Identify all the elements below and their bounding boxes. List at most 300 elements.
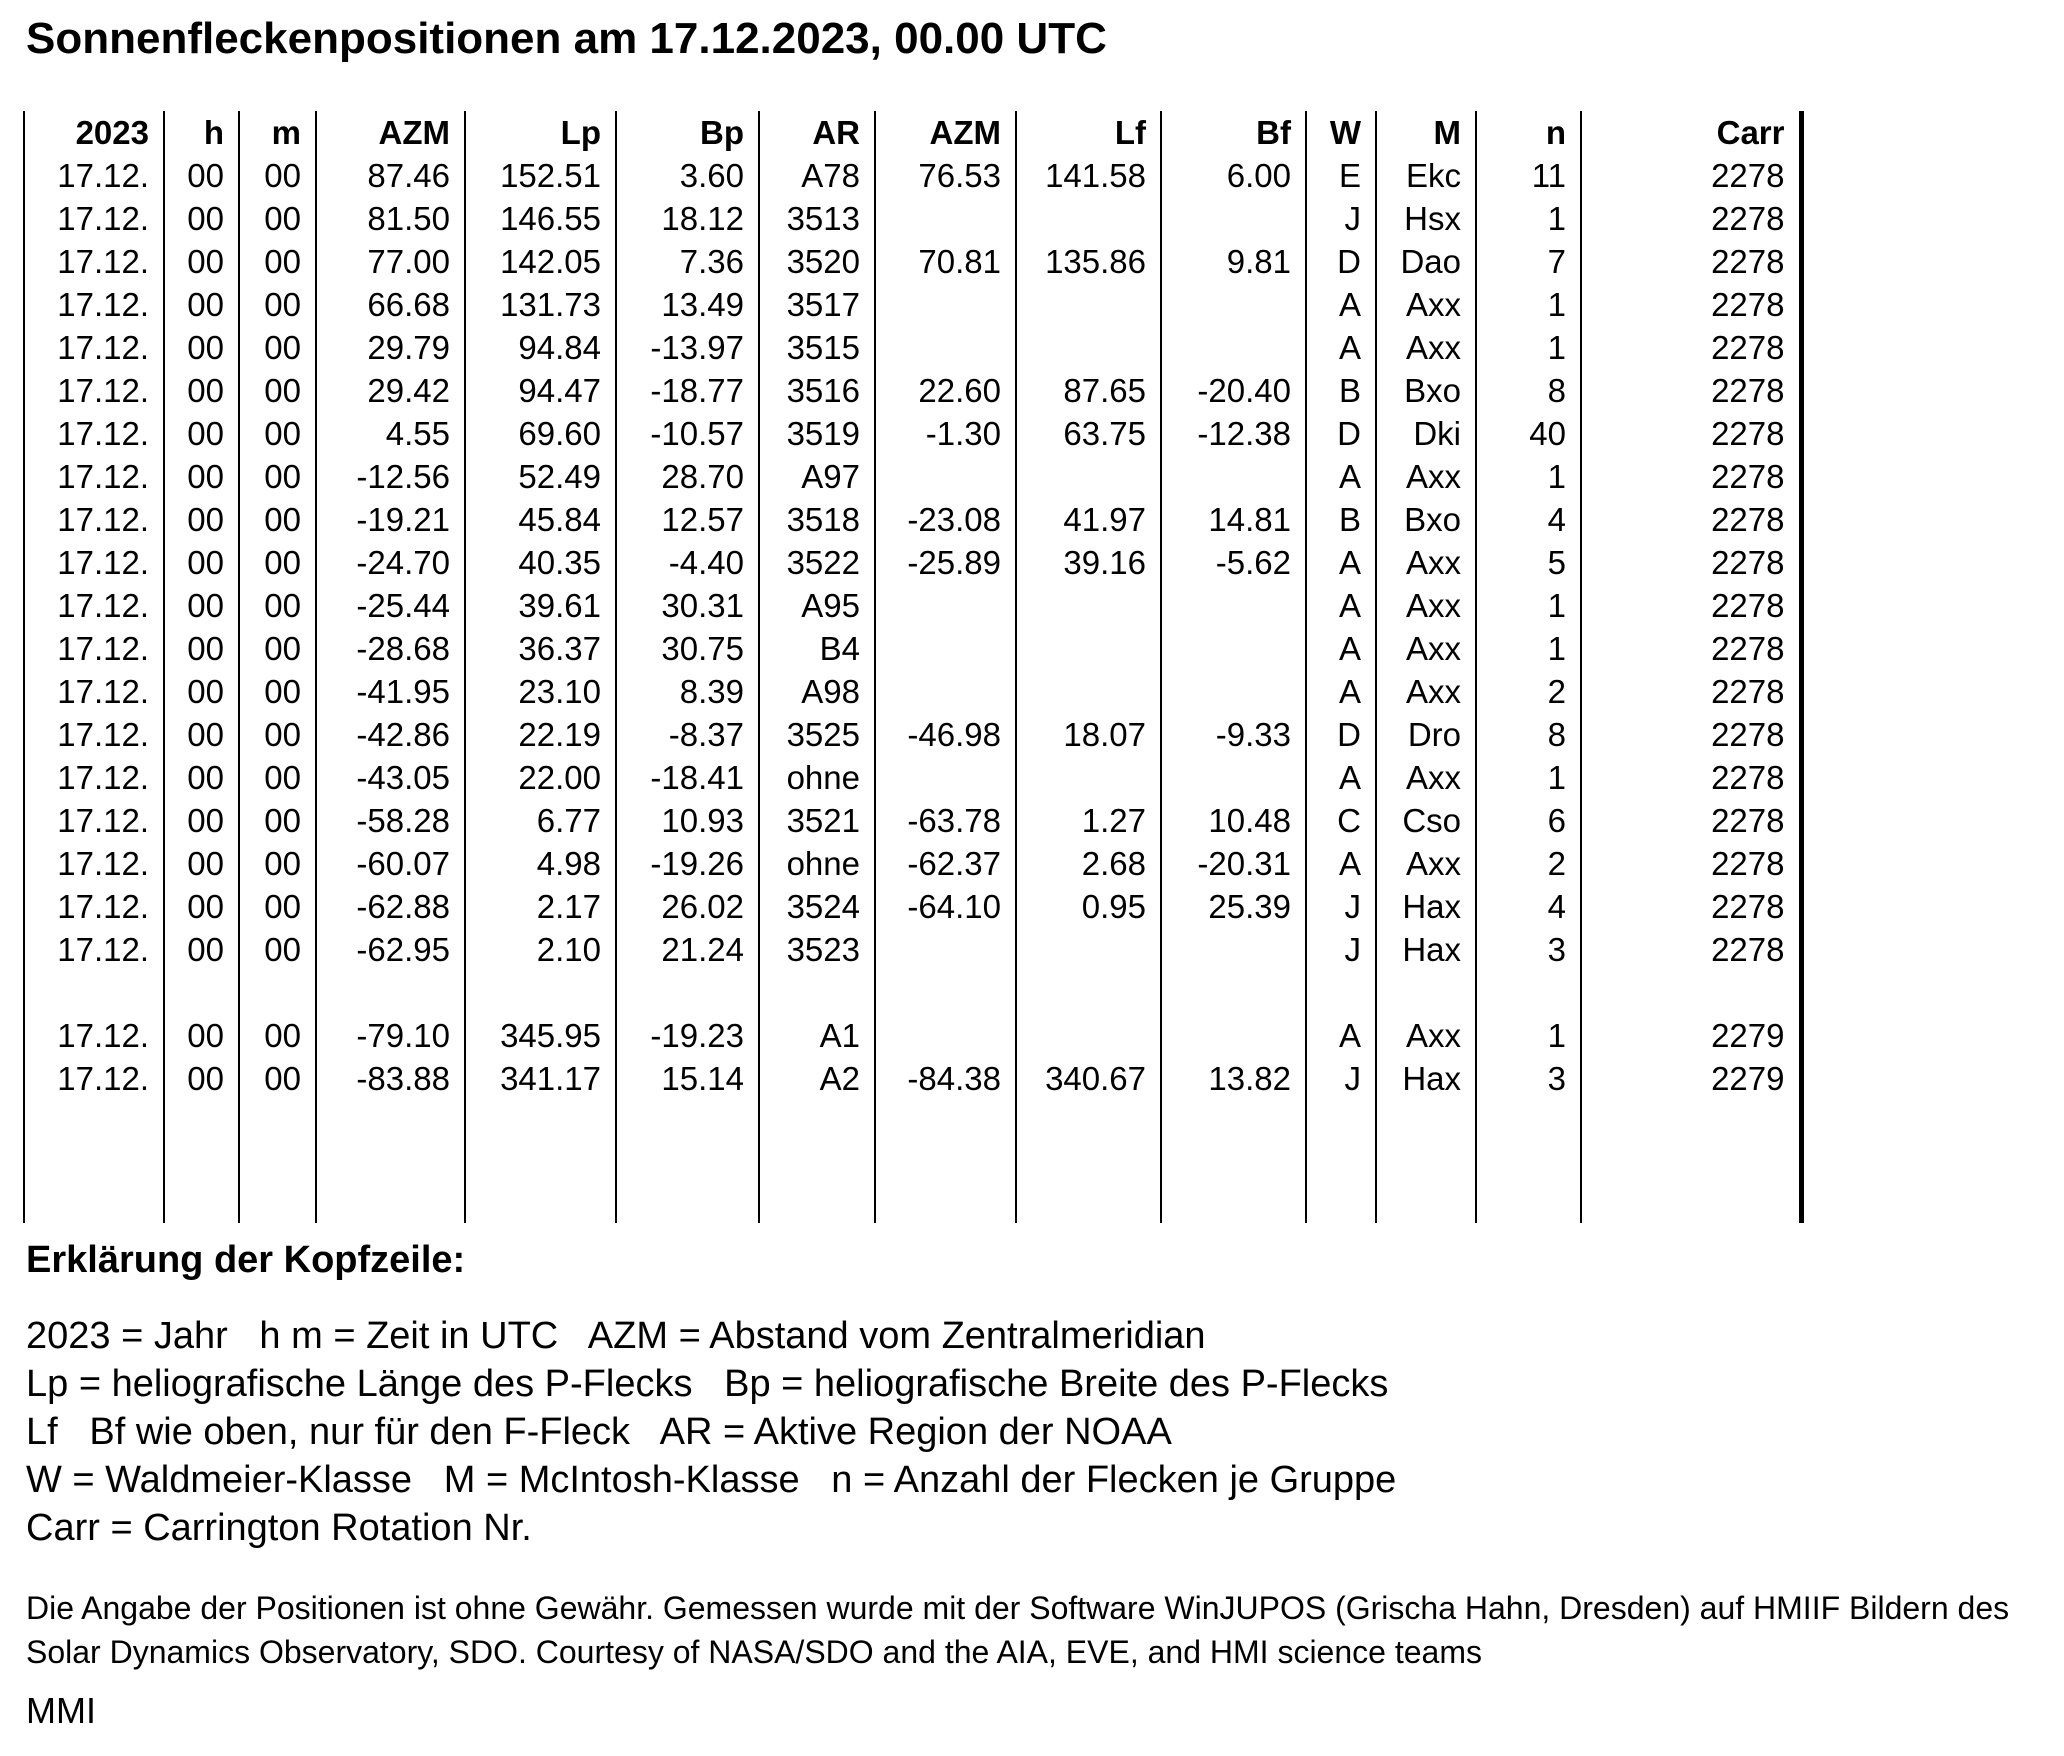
table-cell [875, 628, 1016, 671]
table-cell: 2278 [1581, 800, 1801, 843]
table-cell: D [1306, 714, 1376, 757]
table-cell: 1 [1476, 1015, 1581, 1058]
table-cell [875, 972, 1016, 1015]
table-cell: 3515 [759, 327, 875, 370]
table-cell [875, 757, 1016, 800]
table-cell: 87.46 [316, 155, 465, 198]
table-cell [1581, 1101, 1801, 1223]
table-cell: 8 [1476, 370, 1581, 413]
table-cell: 17.12. [24, 499, 164, 542]
table-cell: 17.12. [24, 585, 164, 628]
table-cell: -19.21 [316, 499, 465, 542]
table-cell: -20.40 [1161, 370, 1306, 413]
legend-line: Lf Bf wie oben, nur für den F-Fleck AR = Aktive Region der NOAA [26, 1410, 1172, 1453]
table-cell: 345.95 [465, 1015, 616, 1058]
table-cell: 00 [164, 800, 239, 843]
table-cell [875, 671, 1016, 714]
table-cell: 23.10 [465, 671, 616, 714]
table-cell [1476, 1101, 1581, 1223]
table-cell: -79.10 [316, 1015, 465, 1058]
table-cell [1016, 1101, 1161, 1223]
table-row [24, 929, 1801, 972]
table-row [24, 714, 1801, 757]
column-header: Bf [1161, 111, 1306, 155]
table-cell: 00 [164, 327, 239, 370]
table-row [24, 542, 1801, 585]
table-cell: 00 [239, 585, 316, 628]
table-cell: 29.79 [316, 327, 465, 370]
table-cell: 26.02 [616, 886, 759, 929]
table-cell: 2278 [1581, 671, 1801, 714]
column-header: Lf [1016, 111, 1161, 155]
table-cell: 00 [239, 843, 316, 886]
table-cell: 2278 [1581, 499, 1801, 542]
table-cell: 2.10 [465, 929, 616, 972]
table-cell [875, 284, 1016, 327]
table-cell: -5.62 [1161, 542, 1306, 585]
table-cell: 00 [239, 542, 316, 585]
table-cell: A [1306, 585, 1376, 628]
table-cell [616, 972, 759, 1015]
table-cell: 00 [164, 413, 239, 456]
table-cell: 8 [1476, 714, 1581, 757]
table-cell: 00 [239, 499, 316, 542]
table-cell: -23.08 [875, 499, 1016, 542]
table-cell [875, 1101, 1016, 1223]
table-cell: A [1306, 757, 1376, 800]
table-cell: 3522 [759, 542, 875, 585]
table-cell: 3523 [759, 929, 875, 972]
table-cell: 2278 [1581, 284, 1801, 327]
table-cell: 17.12. [24, 542, 164, 585]
table-cell [1016, 972, 1161, 1015]
table-cell: 0.95 [1016, 886, 1161, 929]
table-cell [1016, 671, 1161, 714]
table-cell: ohne [759, 757, 875, 800]
table-cell: -12.38 [1161, 413, 1306, 456]
table-cell: 00 [239, 757, 316, 800]
table-cell: 1 [1476, 327, 1581, 370]
table-cell [759, 1101, 875, 1223]
table-cell: 17.12. [24, 757, 164, 800]
table-cell: Hax [1376, 886, 1476, 929]
table-cell: 41.97 [1016, 499, 1161, 542]
table-cell: 11 [1476, 155, 1581, 198]
column-header: h [164, 111, 239, 155]
table-cell: 00 [164, 198, 239, 241]
table-cell: 152.51 [465, 155, 616, 198]
table-row [24, 671, 1801, 714]
table-cell: 2278 [1581, 413, 1801, 456]
table-cell: -64.10 [875, 886, 1016, 929]
table-cell: -1.30 [875, 413, 1016, 456]
table-cell: Bxo [1376, 370, 1476, 413]
table-cell: -9.33 [1161, 714, 1306, 757]
table-cell [1016, 585, 1161, 628]
table-cell: 3 [1476, 1058, 1581, 1101]
table-cell: B [1306, 499, 1376, 542]
table-cell: 2278 [1581, 327, 1801, 370]
table-cell [1476, 972, 1581, 1015]
table-row [24, 499, 1801, 542]
table-cell: 17.12. [24, 155, 164, 198]
table-cell: 69.60 [465, 413, 616, 456]
table-cell: B4 [759, 628, 875, 671]
table-cell: 2278 [1581, 370, 1801, 413]
table-cell: -12.56 [316, 456, 465, 499]
table-cell: 00 [239, 413, 316, 456]
table-cell: -28.68 [316, 628, 465, 671]
column-header: m [239, 111, 316, 155]
table-cell: D [1306, 413, 1376, 456]
table-cell [1161, 1015, 1306, 1058]
table-cell: 17.12. [24, 714, 164, 757]
table-cell: 00 [164, 585, 239, 628]
table-cell [1581, 972, 1801, 1015]
table-cell: -62.95 [316, 929, 465, 972]
table-cell: 17.12. [24, 1015, 164, 1058]
table-cell: 2278 [1581, 757, 1801, 800]
table-row [24, 628, 1801, 671]
table-cell: 30.31 [616, 585, 759, 628]
table-cell: 4.55 [316, 413, 465, 456]
table-cell: 00 [239, 327, 316, 370]
column-header: Bp [616, 111, 759, 155]
table-cell [1016, 929, 1161, 972]
column-header: Lp [465, 111, 616, 155]
table-cell: 00 [239, 241, 316, 284]
table-cell: 340.67 [1016, 1058, 1161, 1101]
table-cell: 00 [239, 671, 316, 714]
legend-lines [26, 1312, 2064, 1552]
table-cell: 2278 [1581, 456, 1801, 499]
table-cell: 17.12. [24, 843, 164, 886]
table-cell: Axx [1376, 1015, 1476, 1058]
table-cell: 7 [1476, 241, 1581, 284]
column-header: M [1376, 111, 1476, 155]
table-cell: 00 [239, 628, 316, 671]
table-cell: 17.12. [24, 929, 164, 972]
table-cell: 00 [164, 370, 239, 413]
table-cell [759, 972, 875, 1015]
table-cell [1161, 198, 1306, 241]
table-cell: Axx [1376, 456, 1476, 499]
table-cell: A98 [759, 671, 875, 714]
signature-mmi: MMI [26, 1689, 96, 1731]
table-cell [316, 1101, 465, 1223]
table-cell [1016, 1015, 1161, 1058]
table-cell: -13.97 [616, 327, 759, 370]
table-cell: 17.12. [24, 1058, 164, 1101]
table-cell: Cso [1376, 800, 1476, 843]
table-cell: -25.44 [316, 585, 465, 628]
table-cell: 2278 [1581, 155, 1801, 198]
table-cell: 1 [1476, 628, 1581, 671]
table-cell: 135.86 [1016, 241, 1161, 284]
table-cell: 3 [1476, 929, 1581, 972]
table-cell: 17.12. [24, 628, 164, 671]
table-cell: J [1306, 198, 1376, 241]
table-cell: Axx [1376, 843, 1476, 886]
table-cell: 76.53 [875, 155, 1016, 198]
table-cell: 00 [239, 1015, 316, 1058]
table-cell: 00 [164, 284, 239, 327]
table-row [24, 284, 1801, 327]
table-cell: -43.05 [316, 757, 465, 800]
table-cell: A [1306, 327, 1376, 370]
table-cell: 28.70 [616, 456, 759, 499]
table-cell: 2279 [1581, 1058, 1801, 1101]
disclaimer-text: Die Angabe der Positionen ist ohne Gewähr. Gemessen wurde mit der Software WinJUPOS (Grischa Hahn, Dresden) auf HMIIF Bildern des Solar Dynamics Observatory, SDO. Courtesy of NASA/SDO and the AIA, EVE, and HMI science teams [26, 1589, 2010, 1670]
table-cell [1161, 757, 1306, 800]
table-cell: -18.41 [616, 757, 759, 800]
table-cell: 2279 [1581, 1015, 1801, 1058]
table-cell: 00 [239, 370, 316, 413]
table-cell: 17.12. [24, 370, 164, 413]
table-cell: 6.00 [1161, 155, 1306, 198]
table-cell [1161, 972, 1306, 1015]
table-cell: 14.81 [1161, 499, 1306, 542]
table-cell [1161, 671, 1306, 714]
table-cell: 22.19 [465, 714, 616, 757]
table-cell: 66.68 [316, 284, 465, 327]
legend-line: W = Waldmeier-Klasse M = McIntosh-Klasse n = Anzahl der Flecken je Gruppe [26, 1458, 1397, 1501]
table-cell: -41.95 [316, 671, 465, 714]
table-cell: 7.36 [616, 241, 759, 284]
table-cell: -8.37 [616, 714, 759, 757]
table-cell: -46.98 [875, 714, 1016, 757]
table-cell [1161, 284, 1306, 327]
table-cell: -62.88 [316, 886, 465, 929]
table-cell: 00 [164, 155, 239, 198]
table-cell: 00 [164, 628, 239, 671]
table-cell: 146.55 [465, 198, 616, 241]
table-cell: 13.82 [1161, 1058, 1306, 1101]
table-cell: -63.78 [875, 800, 1016, 843]
table-cell: 2 [1476, 843, 1581, 886]
table-cell [465, 972, 616, 1015]
table-cell: 2278 [1581, 714, 1801, 757]
table-cell: 15.14 [616, 1058, 759, 1101]
table-row [24, 198, 1801, 241]
table-cell [1306, 972, 1376, 1015]
table-cell [875, 198, 1016, 241]
table-cell: ohne [759, 843, 875, 886]
table-cell: 4.98 [465, 843, 616, 886]
table-row [24, 413, 1801, 456]
table-cell: E [1306, 155, 1376, 198]
table-cell: A [1306, 542, 1376, 585]
column-header: W [1306, 111, 1376, 155]
table-cell: 00 [164, 843, 239, 886]
table-cell: 00 [164, 241, 239, 284]
table-cell: Dki [1376, 413, 1476, 456]
table-cell: 18.07 [1016, 714, 1161, 757]
table-cell [1016, 284, 1161, 327]
table-cell: Axx [1376, 542, 1476, 585]
table-cell: 94.47 [465, 370, 616, 413]
table-cell: 12.57 [616, 499, 759, 542]
table-cell [875, 929, 1016, 972]
table-cell: Hsx [1376, 198, 1476, 241]
legend-line: Lp = heliografische Länge des P-Flecks Bp = heliografische Breite des P-Flecks [26, 1362, 1389, 1405]
legend-line: Carr = Carrington Rotation Nr. [26, 1506, 532, 1549]
table-cell: 3521 [759, 800, 875, 843]
table-cell: -58.28 [316, 800, 465, 843]
table-row [24, 843, 1801, 886]
table-cell: 3518 [759, 499, 875, 542]
table-cell: 52.49 [465, 456, 616, 499]
table-cell: 36.37 [465, 628, 616, 671]
table-cell: 00 [239, 198, 316, 241]
table-cell [1376, 1101, 1476, 1223]
table-cell: 142.05 [465, 241, 616, 284]
table-cell: 63.75 [1016, 413, 1161, 456]
table-cell [465, 1101, 616, 1223]
table-cell: 00 [239, 929, 316, 972]
legend-heading: Erklärung der Kopfzeile: [26, 1238, 466, 1281]
table-cell: -24.70 [316, 542, 465, 585]
table-cell: 3524 [759, 886, 875, 929]
table-cell [1306, 1101, 1376, 1223]
table-cell: 17.12. [24, 413, 164, 456]
table-cell: 70.81 [875, 241, 1016, 284]
table-cell: Bxo [1376, 499, 1476, 542]
table-row [24, 1015, 1801, 1058]
table-cell: 10.93 [616, 800, 759, 843]
table-cell: -10.57 [616, 413, 759, 456]
table-cell: -62.37 [875, 843, 1016, 886]
table-cell: A2 [759, 1058, 875, 1101]
table-cell [1016, 456, 1161, 499]
table-cell: J [1306, 929, 1376, 972]
table-header-row [24, 111, 1801, 155]
table-cell: 17.12. [24, 886, 164, 929]
table-cell: 13.49 [616, 284, 759, 327]
table-cell [164, 1101, 239, 1223]
table-cell: 5 [1476, 542, 1581, 585]
table-cell: 17.12. [24, 800, 164, 843]
table-cell: 39.61 [465, 585, 616, 628]
table-row [24, 585, 1801, 628]
table-cell [239, 972, 316, 1015]
table-cell: 17.12. [24, 671, 164, 714]
table-row [24, 327, 1801, 370]
sunspot-position-table [23, 111, 1804, 1223]
table-cell: -83.88 [316, 1058, 465, 1101]
table-cell: 1 [1476, 585, 1581, 628]
table-cell: 1 [1476, 284, 1581, 327]
table-cell: J [1306, 886, 1376, 929]
table-cell: A [1306, 628, 1376, 671]
spacer-row [24, 972, 1801, 1015]
column-header: AR [759, 111, 875, 155]
table-cell: 29.42 [316, 370, 465, 413]
table-cell: 00 [164, 499, 239, 542]
table-cell: 8.39 [616, 671, 759, 714]
table-cell: 2278 [1581, 585, 1801, 628]
table-cell: -42.86 [316, 714, 465, 757]
table-cell [1161, 456, 1306, 499]
table-cell: 45.84 [465, 499, 616, 542]
table-cell: 25.39 [1161, 886, 1306, 929]
table-cell: D [1306, 241, 1376, 284]
table-cell: 17.12. [24, 284, 164, 327]
table-row [24, 1058, 1801, 1101]
table-cell: 00 [239, 1058, 316, 1101]
table-cell: 00 [164, 671, 239, 714]
table-cell [1016, 757, 1161, 800]
table-cell: 2278 [1581, 241, 1801, 284]
table-cell: 00 [164, 886, 239, 929]
table-cell: 3520 [759, 241, 875, 284]
table-cell [24, 1101, 164, 1223]
table-cell: Axx [1376, 284, 1476, 327]
table-cell [875, 327, 1016, 370]
table-cell: 17.12. [24, 241, 164, 284]
column-header: AZM [875, 111, 1016, 155]
legend-line: 2023 = Jahr h m = Zeit in UTC AZM = Abstand vom Zentralmeridian [26, 1314, 1206, 1357]
table-cell: A [1306, 671, 1376, 714]
table-cell: 2.68 [1016, 843, 1161, 886]
table-row [24, 456, 1801, 499]
table-row [24, 155, 1801, 198]
table-cell: 22.60 [875, 370, 1016, 413]
table-header-row [24, 111, 1801, 155]
table-cell [1161, 628, 1306, 671]
table-cell [164, 972, 239, 1015]
table-cell: 4 [1476, 499, 1581, 542]
table-cell: A [1306, 843, 1376, 886]
table-cell: 3.60 [616, 155, 759, 198]
table-cell: A [1306, 1015, 1376, 1058]
table-cell [875, 1015, 1016, 1058]
table-cell: 2.17 [465, 886, 616, 929]
table-row [24, 800, 1801, 843]
table-cell: 1 [1476, 456, 1581, 499]
table-cell: 39.16 [1016, 542, 1161, 585]
table-cell [1016, 628, 1161, 671]
table-cell: 30.75 [616, 628, 759, 671]
table-cell: 3513 [759, 198, 875, 241]
table-cell [1016, 327, 1161, 370]
table-cell: 4 [1476, 886, 1581, 929]
table-cell: 00 [164, 1058, 239, 1101]
table-cell: 22.00 [465, 757, 616, 800]
table-cell: 77.00 [316, 241, 465, 284]
table-cell: 3517 [759, 284, 875, 327]
table-cell: Axx [1376, 327, 1476, 370]
table-cell: Axx [1376, 757, 1476, 800]
table-cell: 94.84 [465, 327, 616, 370]
table-cell: Axx [1376, 628, 1476, 671]
table-cell: 00 [239, 886, 316, 929]
table-cell: 00 [239, 714, 316, 757]
table-row [24, 241, 1801, 284]
table-cell: 18.12 [616, 198, 759, 241]
table-cell: 2278 [1581, 886, 1801, 929]
table-cell: A1 [759, 1015, 875, 1058]
table-cell: 2278 [1581, 843, 1801, 886]
table-cell: 9.81 [1161, 241, 1306, 284]
column-header: 2023 [24, 111, 164, 155]
table-cell: A [1306, 456, 1376, 499]
table-cell [1161, 929, 1306, 972]
table-cell: Hax [1376, 929, 1476, 972]
table-cell: 00 [164, 757, 239, 800]
table-cell: 17.12. [24, 327, 164, 370]
table-cell: -19.26 [616, 843, 759, 886]
